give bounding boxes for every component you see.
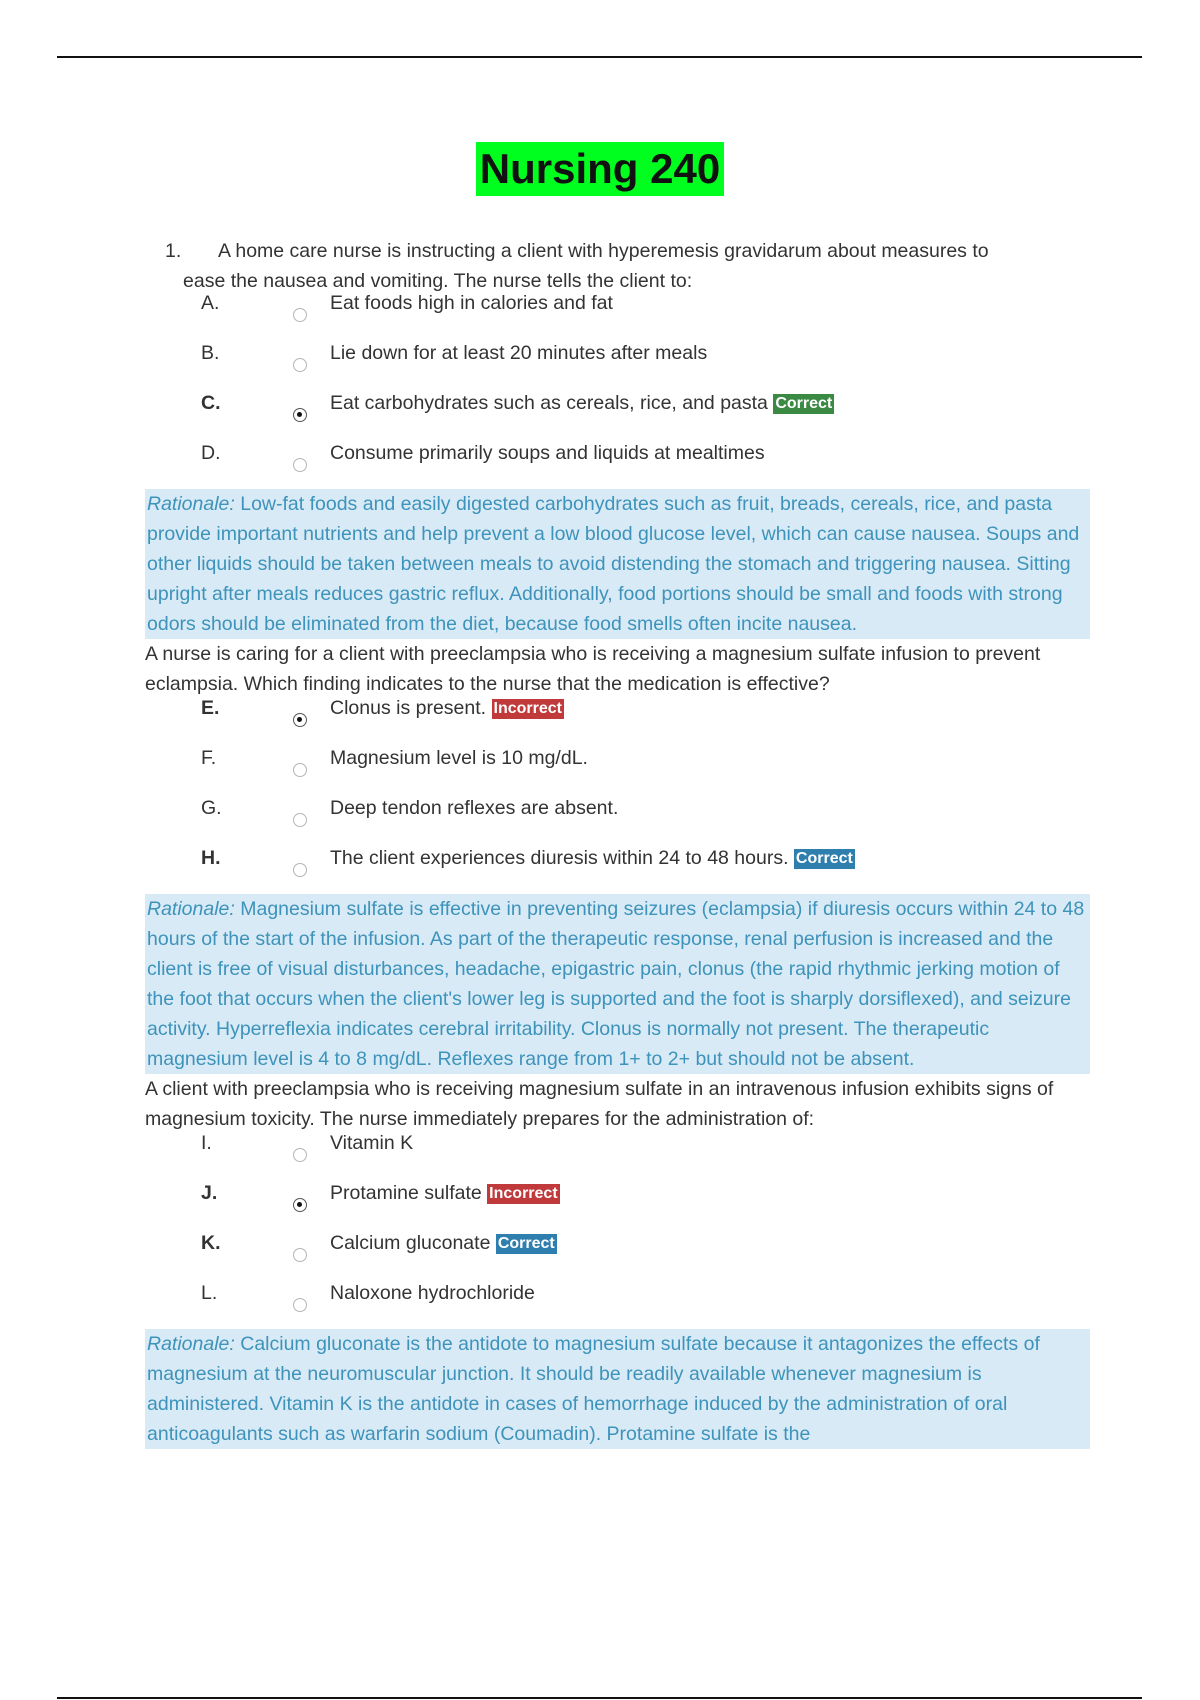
option-letter: B. (201, 342, 220, 364)
question-number: 1. (165, 240, 182, 262)
document-title: Nursing 240 (476, 142, 724, 196)
option-text: Vitamin K (330, 1132, 414, 1154)
answer-option-d[interactable] (145, 438, 1090, 488)
option-text: Eat foods high in calories and fat (330, 292, 613, 314)
question-stem-line-2: ease the nausea and vomiting. The nurse tells the client to: (183, 270, 693, 292)
option-letter: C. (201, 392, 221, 414)
answer-option-c[interactable] (145, 388, 1090, 438)
option-text: Consume primarily soups and liquids at mealtimes (330, 442, 765, 464)
rationale-text: Low-fat foods and easily digested carbohydrates such as fruit, breads, cereals, rice, and pasta provide important nutrients and help prevent a low blood glucose level, which can cause nausea. Soups and other liquids should be taken between meals to avoid distending the stomach and triggering nausea. Sitting upright after meals reduces gastric reflux. Additionally, food portions should be small and foods with strong odors should be eliminated from the diet, because food smells often incite nausea. (147, 493, 1080, 635)
rationale-text: Calcium gluconate is the antidote to magnesium sulfate because it antagonizes the effects of magnesium at the neuromuscular junction. It should be readily available whenever magnesium is administered. Vitamin K is the antidote in cases of hemorrhage induced by the administration of oral anticoagulants such as warfarin sodium (Coumadin). Protamine sulfate is the (147, 1333, 1040, 1445)
answer-option-b[interactable] (145, 338, 1090, 388)
answer-option-g[interactable] (145, 793, 1090, 843)
option-text: Deep tendon reflexes are absent. (330, 797, 619, 819)
rationale-label: Rationale: (147, 898, 235, 920)
rationale-box (145, 489, 1090, 639)
rationale-text: Magnesium sulfate is effective in preventing seizures (eclampsia) if diuresis occurs within 24 to 48 hours of the start of the infusion. As part of the therapeutic response, renal perfusion is increased and the client is free of visual disturbances, headache, epigastric pain, clonus (the rapid rhythmic jerking motion of the foot that occurs when the client's lower leg is supported and the foot is sharply dorsiflexed), and seizure activity. Hyperreflexia indicates cerebral irritability. Clonus is normally not present. The therapeutic magnesium level is 4 to 8 mg/dL. Reflexes range from 1+ to 2+ but should not be absent. (147, 898, 1085, 1070)
radio-button[interactable] (293, 308, 307, 322)
answer-option-l[interactable] (145, 1278, 1090, 1328)
answer-option-i[interactable] (145, 1128, 1090, 1178)
option-text-wrap (330, 1228, 557, 1258)
question-3 (145, 1074, 1090, 1449)
option-letter: K. (201, 1232, 221, 1254)
question-stem (145, 236, 1090, 296)
option-text: Calcium gluconate (330, 1232, 491, 1254)
question-stem: A nurse is caring for a client with preeclampsia who is receiving a magnesium sulfate infusion to prevent eclampsia. Which finding indicates to the nurse that the medication is effective? (145, 643, 1041, 695)
option-text: Lie down for at least 20 minutes after meals (330, 342, 708, 364)
option-text: Eat carbohydrates such as cereals, rice, and pasta (330, 392, 768, 414)
option-text-wrap (330, 693, 564, 723)
radio-button[interactable] (293, 1298, 307, 1312)
option-text-wrap (330, 843, 855, 873)
option-text: The client experiences diuresis within 24 to 48 hours. (330, 847, 789, 869)
bottom-rule (57, 1697, 1142, 1699)
option-letter: H. (201, 847, 221, 869)
answer-option-e[interactable] (145, 693, 1090, 743)
radio-button[interactable] (293, 863, 307, 877)
radio-button[interactable] (293, 763, 307, 777)
correct-badge: Correct (795, 850, 853, 867)
incorrect-badge: Incorrect (489, 1185, 558, 1202)
option-letter: G. (201, 797, 222, 819)
radio-button[interactable] (293, 458, 307, 472)
rationale-box (145, 894, 1090, 1074)
option-letter: L. (201, 1282, 218, 1304)
radio-button[interactable] (293, 1148, 307, 1162)
correct-badge: Correct (497, 1235, 555, 1252)
radio-button-selected[interactable] (293, 713, 307, 727)
document-body (145, 236, 1090, 1449)
radio-button[interactable] (293, 358, 307, 372)
option-letter: I. (201, 1132, 212, 1154)
question-stem-line-1: A home care nurse is instructing a client with hyperemesis gravidarum about measures to (218, 240, 989, 262)
radio-button[interactable] (293, 813, 307, 827)
question-stem: A client with preeclampsia who is receiving magnesium sulfate in an intravenous infusion exhibits signs of magnesium toxicity. The nurse immediately prepares for the administration of: (145, 1078, 1054, 1130)
option-letter: A. (201, 292, 220, 314)
answer-option-h[interactable] (145, 843, 1090, 893)
answer-option-k[interactable] (145, 1228, 1090, 1278)
option-text: Naloxone hydrochloride (330, 1282, 535, 1304)
answer-option-j[interactable] (145, 1178, 1090, 1228)
option-letter: E. (201, 697, 220, 719)
rationale-label: Rationale: (147, 493, 235, 515)
answer-option-a[interactable] (145, 288, 1090, 338)
option-text-wrap (330, 1178, 560, 1208)
answer-option-f[interactable] (145, 743, 1090, 793)
question-2 (145, 639, 1090, 1074)
question-1 (145, 236, 1090, 639)
option-text: Clonus is present. (330, 697, 487, 719)
incorrect-badge: Incorrect (493, 700, 562, 717)
option-text: Protamine sulfate (330, 1182, 482, 1204)
rationale-box (145, 1329, 1090, 1449)
option-letter: D. (201, 442, 221, 464)
rationale-label: Rationale: (147, 1333, 235, 1355)
correct-badge: Correct (775, 395, 833, 412)
option-text-wrap (330, 388, 834, 418)
radio-button[interactable] (293, 1248, 307, 1262)
top-rule (57, 56, 1142, 58)
title-container (0, 142, 1200, 196)
option-letter: J. (201, 1182, 218, 1204)
option-text: Magnesium level is 10 mg/dL. (330, 747, 588, 769)
radio-button-selected[interactable] (293, 408, 307, 422)
option-letter: F. (201, 747, 217, 769)
radio-button-selected[interactable] (293, 1198, 307, 1212)
